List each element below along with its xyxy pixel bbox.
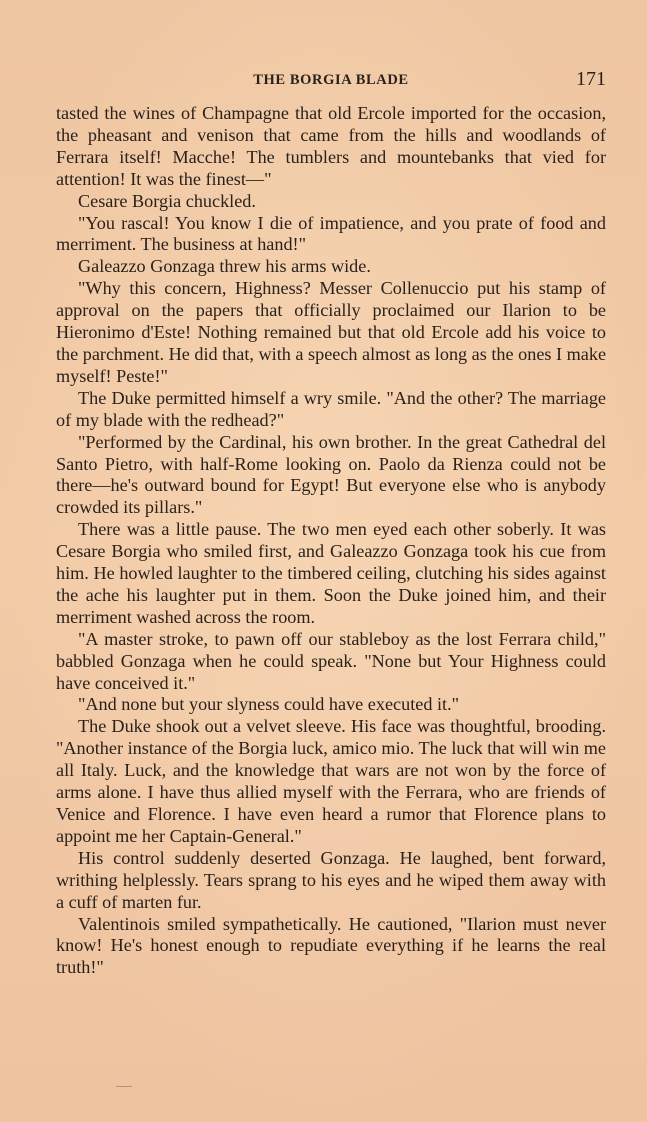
running-title: THE BORGIA BLADE bbox=[253, 72, 409, 88]
paragraph-3: "You rascal! You know I die of impatience, and you prate of food and merriment. The business at hand!" bbox=[56, 212, 606, 255]
running-head bbox=[56, 62, 606, 102]
paragraph-1: tasted the wines of Champagne that old Ercole imported for the occasion, the pheasant and venison that came from the hills and woodlands of Ferrara itself! Macche! The tumblers and mountebanks that vied for attention! It was the finest—" bbox=[56, 103, 606, 189]
printer-mark bbox=[116, 1086, 132, 1087]
page-number: 171 bbox=[576, 68, 606, 90]
paragraph-5: "Why this concern, Highness? Messer Collenuccio put his stamp of approval on the papers that officially proclaimed our Ilarion to be Hieronimo d'Este! Nothing remained but that old Ercole add his voice to the parchment. He did that, with a speech almost as long as the ones I make myself! Peste!" bbox=[56, 278, 607, 386]
paragraph-13: Valentinois smiled sympathetically. He cautioned, "Ilarion must never know! He's honest enough to repudiate everything if he learns the real truth!" bbox=[56, 913, 606, 978]
paragraph-12: His control suddenly deserted Gonzaga. He laughed, bent forward, writhing helplessly. Tears sprang to his eyes and he wiped them away with a cuff of marten fur. bbox=[56, 847, 606, 912]
paragraph-9: "A master stroke, to pawn off our stableboy as the lost Ferrara child," babbled Gonzaga when he could speak. "None but Your Highness could have conceived it." bbox=[56, 628, 606, 693]
body-text bbox=[56, 103, 606, 979]
paragraph-10: "And none but your slyness could have executed it." bbox=[78, 694, 460, 715]
paragraph-2: Cesare Borgia chuckled. bbox=[78, 190, 256, 211]
paragraph-8: There was a little pause. The two men eyed each other soberly. It was Cesare Borgia who smiled first, and Galeazzo Gonzaga took his cue from him. He howled laughter to the timbered ceiling, clutching his sides against the ache his laughter put in them. Soon the Duke joined him, and their merriment washed across the room. bbox=[56, 519, 606, 627]
paragraph-4: Galeazzo Gonzaga threw his arms wide. bbox=[78, 256, 371, 277]
paragraph-6: The Duke permitted himself a wry smile. "And the other? The marriage of my blade with the redhead?" bbox=[56, 387, 606, 430]
paragraph-11: The Duke shook out a velvet sleeve. His face was thoughtful, brooding. "Another instance of the Borgia luck, amico mio. The luck that will win me all Italy. Luck, and the knowledge that wars are not won by the force of arms alone. I have thus allied myself with the Ferrara, who are friends of Venice and Florence. I have even heard a rumor that Florence plans to appoint me her Captain-General." bbox=[56, 716, 606, 846]
paragraph-7: "Performed by the Cardinal, his own brother. In the great Cathedral del Santo Pietro, with half-Rome looking on. Paolo da Rienza could not be there—he's outward bound for Egypt! But everyone else who is anybody crowded its pillars." bbox=[56, 431, 606, 518]
